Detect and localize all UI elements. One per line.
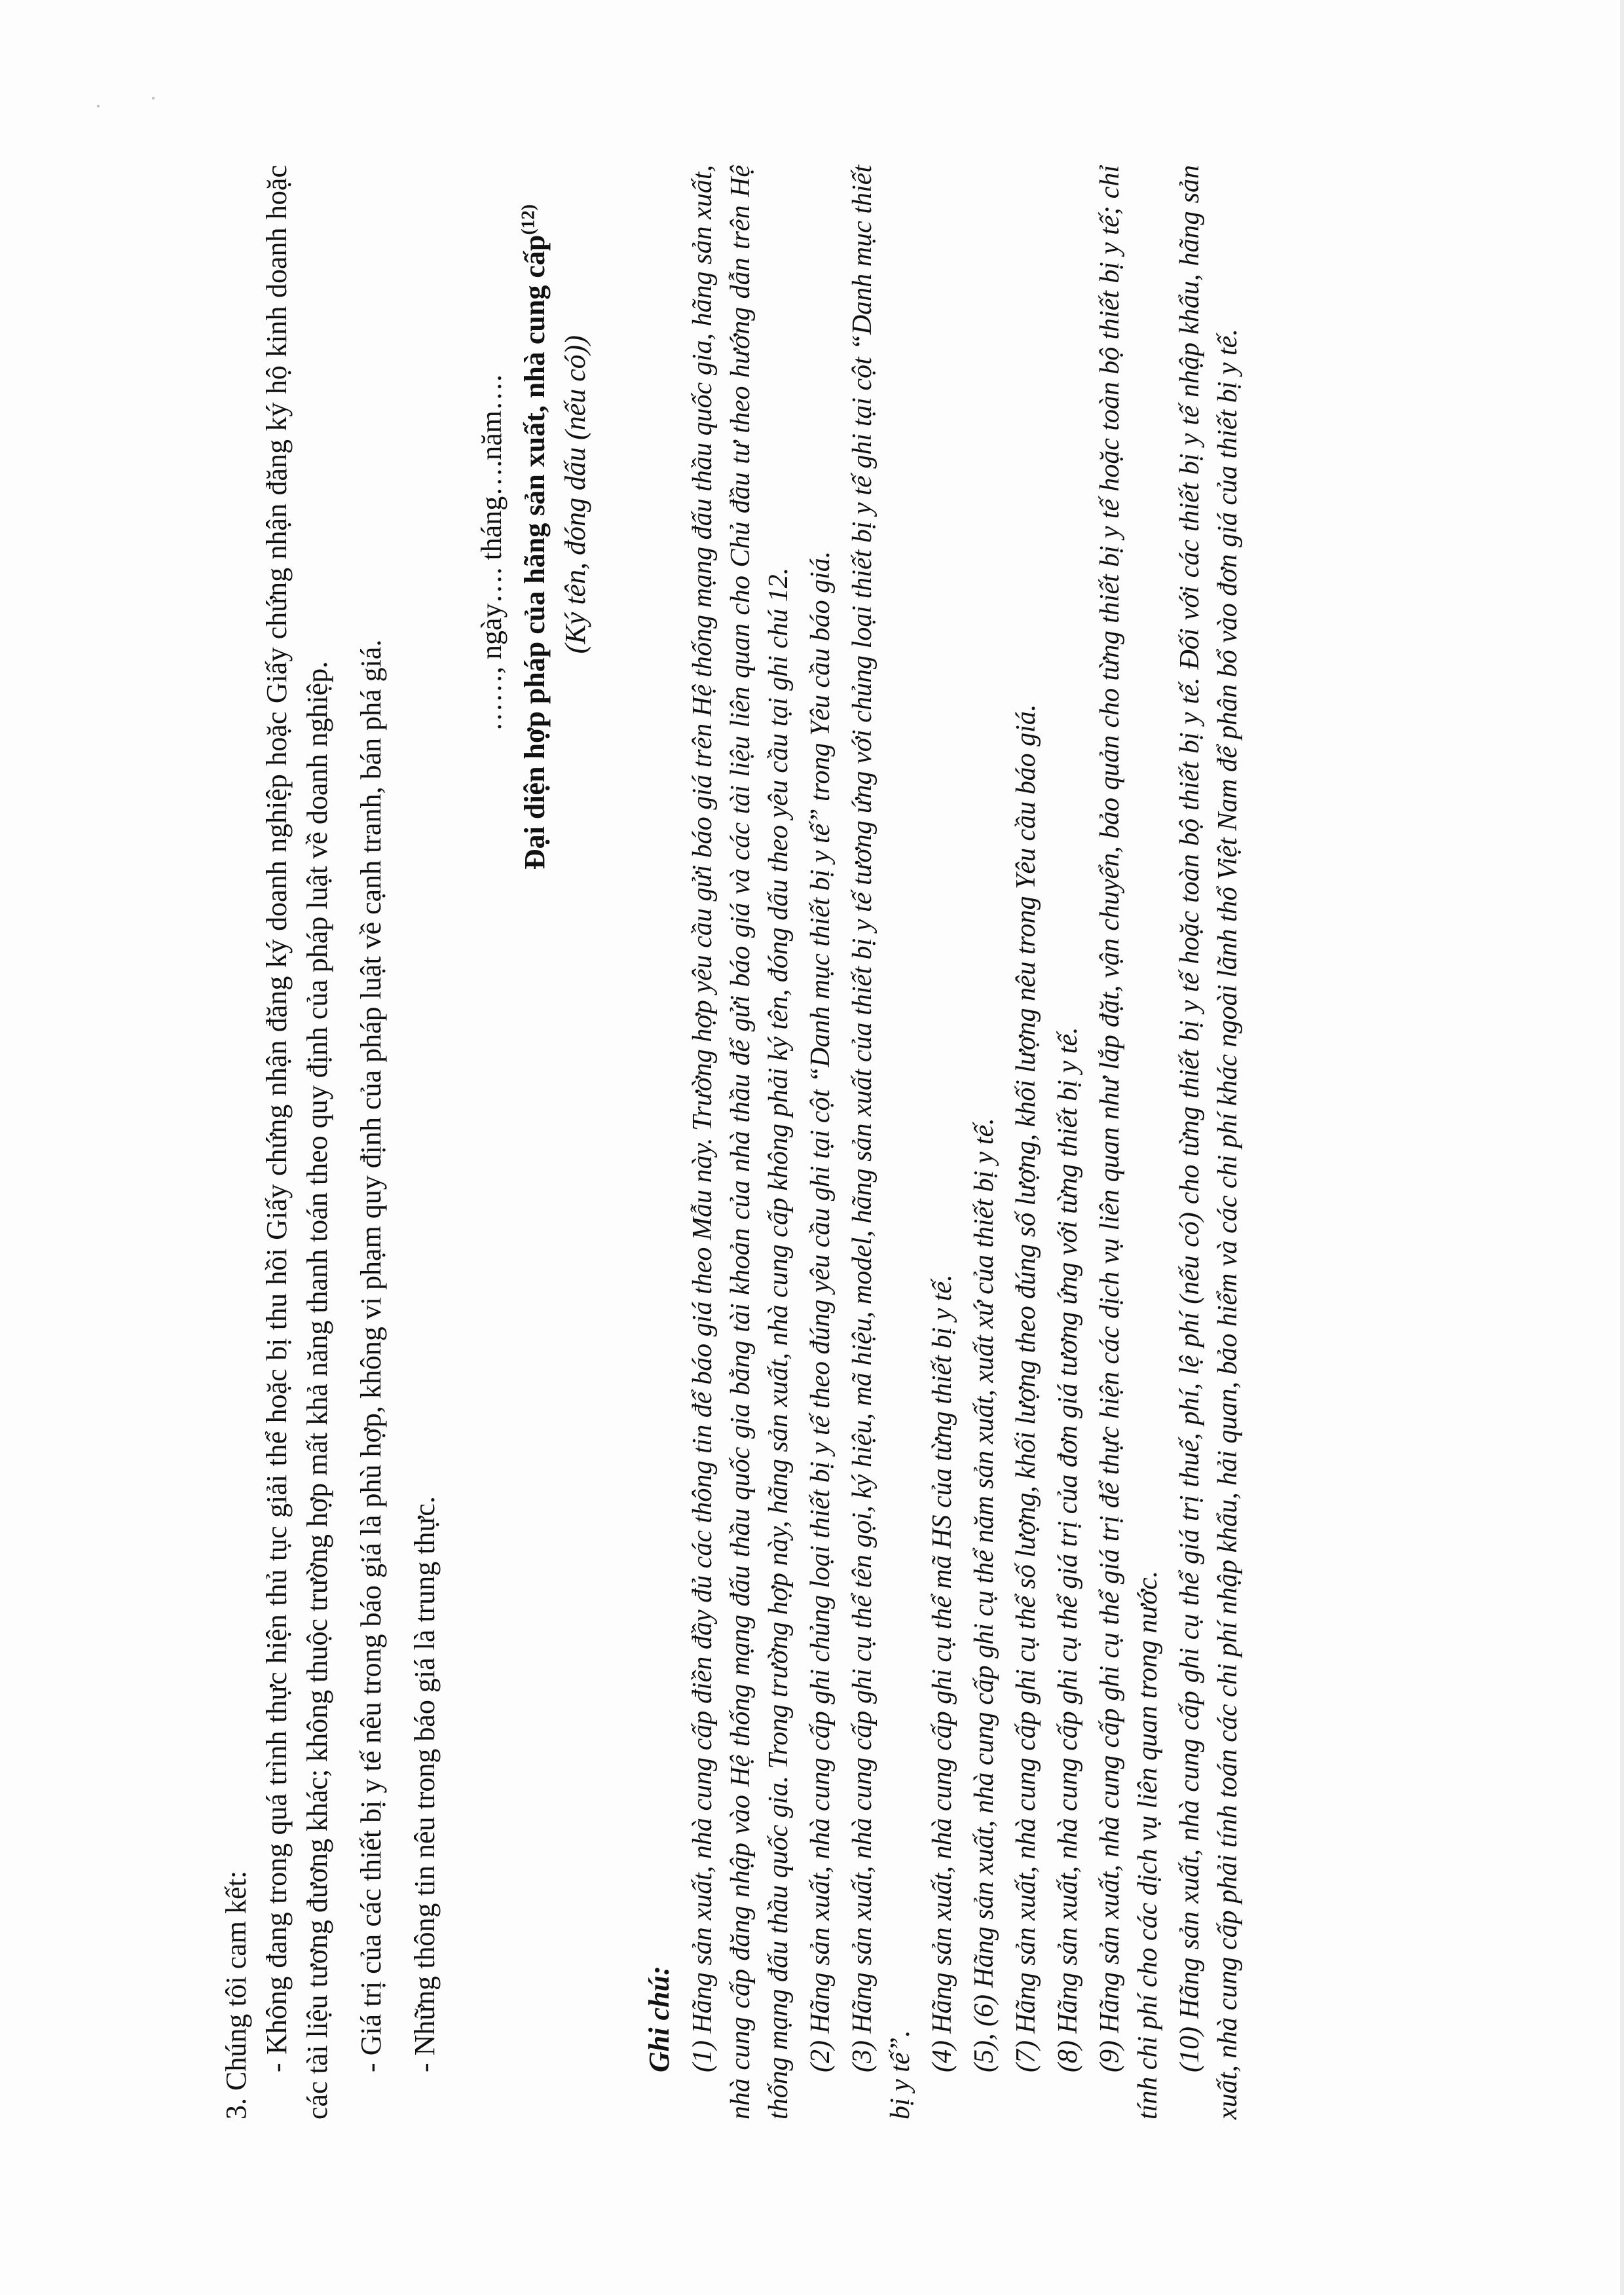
notes-heading: Ghi chú: — [643, 1966, 675, 2072]
date-line: ……, ngày…. tháng….năm…. — [475, 375, 507, 732]
signature-title-text: Đại diện hợp pháp của hãng sản xuất, nhà cung cấp — [519, 234, 551, 870]
note-item: (4) Hãng sản xuất, nhà cung cấp ghi cụ thể mã HS của từng thiết bị y tế. — [927, 1274, 957, 2072]
note-item: (3) Hãng sản xuất, nhà cung cấp ghi cụ thể tên gọi, ký hiệu, mã hiệu, model, hãng sản xuất của thiết bị y tế tương ứng với chủng loại thiết bị y tế ghi tại cột “Danh mục thiết bị y tế”. — [847, 165, 915, 2120]
signature-footnote-marker: (12) — [518, 204, 539, 235]
commitment-item: - Những thông tin nêu trong báo giá là trung thực. — [409, 1496, 441, 2072]
note-item: (9) Hãng sản xuất, nhà cung cấp ghi cụ thể giá trị để thực hiện các dịch vụ liên quan như lắp đặt, vận chuyển, bảo quản cho từng thiết bị y tế hoặc toàn bộ thiết bị y tế; chỉ tính chi phí cho các dịch vụ liên quan trong nước. — [1095, 165, 1163, 2120]
note-item: (10) Hãng sản xuất, nhà cung cấp ghi cụ thể giá trị thuế, phí, lệ phí (nếu có) cho từng thiết bị y tế hoặc toàn bộ thiết bị y tế. Đối với các thiết bị y tế nhập khẩu, hãng sản xuất, nhà cung cấp phải tính toán các chi phí nhập khẩu, hải quan, bảo hiểm và các chi phí khác ngoài lãnh thổ Việt Nam để phân bổ vào đơn giá của thiết bị y tế. — [1175, 165, 1243, 2120]
commitment-item: - Giá trị của các thiết bị y tế nêu trong báo giá là phù hợp, không vi phạm quy định của pháp luật về cạnh tranh, bán phá giá. — [355, 639, 387, 2072]
note-item: (7) Hãng sản xuất, nhà cung cấp ghi cụ thể số lượng, khối lượng theo đúng số lượng, khối lượng nêu trong Yêu cầu báo giá. — [1011, 704, 1041, 2072]
note-item: (5), (6) Hãng sản xuất, nhà cung cấp ghi cụ thể năm sản xuất, xuất xứ của thiết bị y tế. — [969, 1118, 999, 2072]
commitment-item: - Không đang trong quá trình thực hiện thủ tục giải thể hoặc bị thu hồi Giấy chứng nhận đăng ký doanh nghiệp hoặc Giấy chứng nhận đăng ký hộ kinh doanh hoặc các tài liệu tương đương khác; không thuộc trường hợp mất khả năng thanh toán theo quy định của pháp luật về doanh nghiệp. — [261, 165, 333, 2120]
note-item: (1) Hãng sản xuất, nhà cung cấp điền đầy đủ các thông tin để báo giá theo Mẫu này. Trường hợp yêu cầu gửi báo giá trên Hệ thống mạng đấu thầu quốc gia, hãng sản xuất, nhà cung cấp đăng nhập vào Hệ thống mạng đấu thầu quốc gia bằng tài khoản của nhà thầu để gửi báo giá và các tài liệu liên quan cho Chủ đầu tư theo hướng dẫn trên Hệ thống mạng đấu thầu quốc gia. Trong trường hợp này, hãng sản xuất, nhà cung cấp không phải ký tên, đóng dấu theo yêu cầu tại ghi chú 12. — [688, 165, 794, 2120]
document-body — [216, 165, 1247, 2120]
signature-title — [515, 165, 555, 2120]
note-item: (8) Hãng sản xuất, nhà cung cấp ghi cụ thể giá trị của đơn giá tương ứng với từng thiết bị y tế. — [1053, 1027, 1083, 2072]
commitments-heading: 3. Chúng tôi cam kết: — [220, 1870, 252, 2120]
signature-subtitle: (Ký tên, đóng dấu (nếu có)) — [559, 335, 591, 654]
note-item: (2) Hãng sản xuất, nhà cung cấp ghi chủng loại thiết bị y tế theo đúng yêu cầu ghi tại cột “Danh mục thiết bị y tế” trong Yêu cầu báo giá. — [805, 551, 836, 2072]
